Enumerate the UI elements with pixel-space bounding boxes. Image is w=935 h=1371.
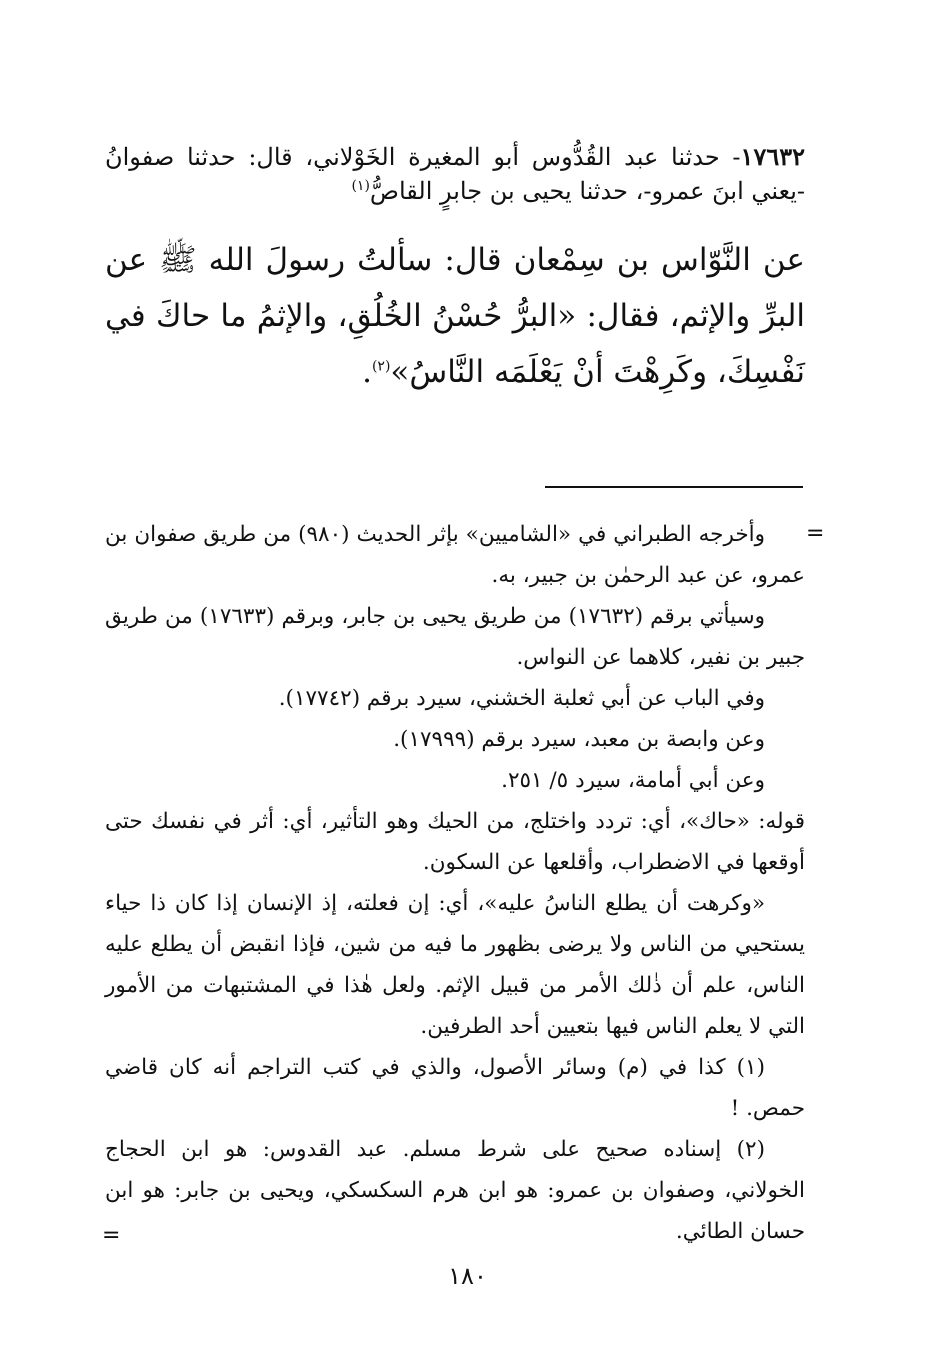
footnote-1: (١) كذا في (م) وسائر الأصول، والذي في كتب التراجم أنه كان قاضي حمص. ! <box>105 1055 805 1121</box>
hadith-matn <box>105 232 805 400</box>
isnad-paragraph <box>105 140 805 208</box>
matn-paragraph <box>105 232 805 400</box>
footnote-paragraph: وسيأتي برقم (١٧٦٣٢) من طريق يحيى بن جابر، وبرقم (١٧٦٣٣) من طريق جبير بن نفير، كلاهما عن النواس. <box>105 604 805 670</box>
hadith-number: ١٧٦٣٢ <box>740 142 805 171</box>
footnote-paragraph: وفي الباب عن أبي ثعلبة الخشني، سيرد برقم (١٧٧٤٢). <box>278 686 765 711</box>
footnote-paragraph: وأخرجه الطبراني في «الشاميين» بإثر الحديث (٩٨٠) من طريق صفوان بن عمرو، عن عبد الرحمٰن بن جبير، به. <box>105 522 805 588</box>
matn-end: . <box>362 354 372 390</box>
footnote-paragraph: وعن وابصة بن معبد، سيرد برقم (١٧٩٩٩). <box>393 727 765 752</box>
footnotes <box>105 514 805 1252</box>
footnote-paragraph: «وكرهت أن يطلع الناسُ عليه»، أي: إن فعلته، إذ الإنسان إذا كان ذا حياء يستحيي من الناس ولا يرضى بظهور ما فيه من شين، فإذا انقبض أن يطلع عليه الناس، علم أن ذٰلك الأمر من قبيل الإثم. ولعل هٰذا في المشتبهات من الأمور التي لا يعلم الناس فيها بتعيين أحد الطرفين. <box>105 891 805 1039</box>
footnote-2: (٢) إسناده صحيح على شرط مسلم. عبد القدوس: هو ابن الحجاج الخولاني، وصفوان بن عمرو: هو ابن هرم السكسكي، ويحيى بن جابر: هو ابن حسان الطائي. <box>105 1137 805 1244</box>
footnote-paragraph: قوله: «حاك»، أي: تردد واختلج، من الحيك وهو التأثير، أي: أثر في نفسك حتى أوقعها في الاضطراب، وأقلعها عن السكون. <box>105 809 805 875</box>
footnote-ref-2: (٢) <box>371 358 391 375</box>
footnote-ref-1: (١) <box>351 178 370 194</box>
hadith-isnad <box>105 140 805 208</box>
matn-text: عن النَّوّاس بن سِمْعان قال: سألتُ رسولَ الله ﷺ عن البرِّ والإثم، فقال: «البرُّ حُسْنُ الخُلُقِ، والإثمُ ما حاكَ في نَفْسِكَ، وكَرِهْتَ أنْ يَعْلَمَه النَّاسُ» <box>105 242 805 390</box>
page-number: ١٨٠ <box>448 1262 487 1290</box>
continuation-mark-bottom: = <box>102 1223 121 1248</box>
footnote-separator <box>545 486 803 488</box>
continuation-mark-top: = <box>806 521 825 546</box>
isnad-text: - حدثنا عبد القُدُّوس أبو المغيرة الخَوْلاني، قال: حدثنا صفوانُ -يعني ابنَ عمرو-، حدثنا يحيى بن جابرٍ القاصُّ <box>105 143 805 205</box>
footnote-paragraph: وعن أبي أمامة، سيرد ٥/ ٢٥١. <box>501 768 765 793</box>
